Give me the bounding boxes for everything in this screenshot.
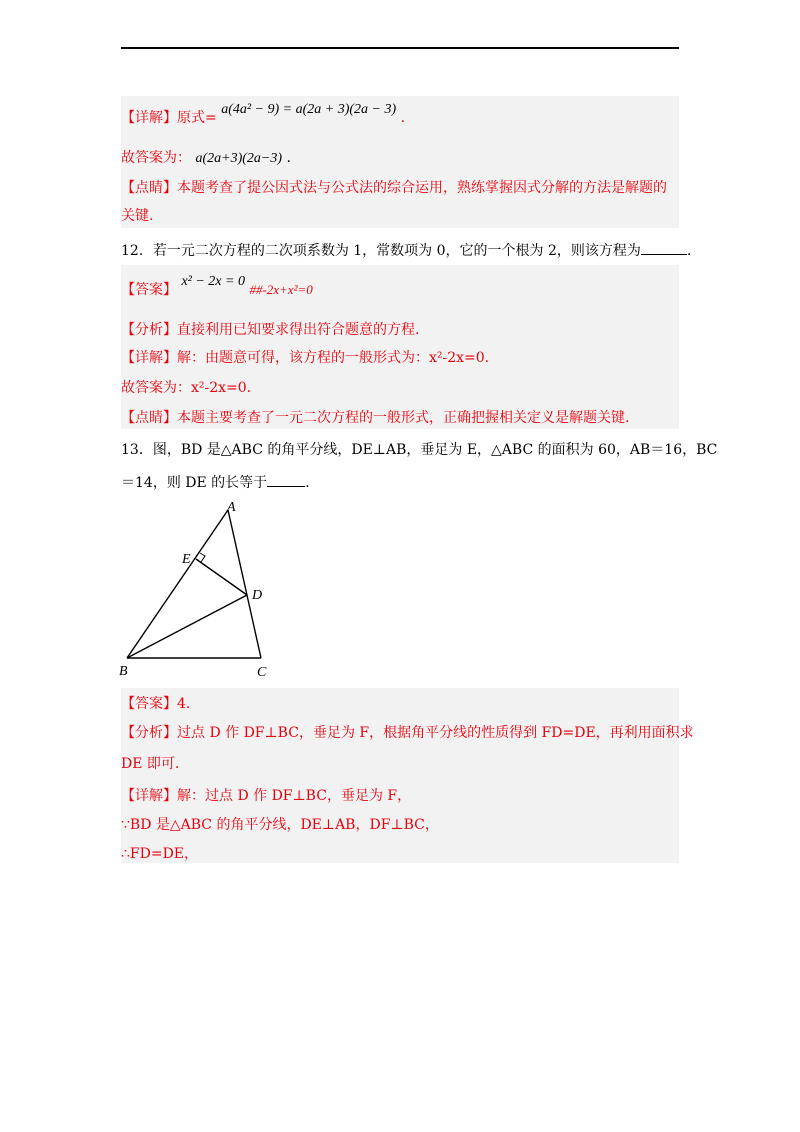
q11-detail-line: [121, 102, 406, 129]
label-d: D: [252, 588, 263, 603]
q12-detail-label: 【详解】: [121, 350, 177, 366]
q13-detail-line1: 【详解】解：过点 D 作 DF⊥BC，垂足为 F，: [121, 788, 412, 804]
q11-comment-label: 【点睛】: [121, 180, 177, 196]
q12-analysis-text: 直接利用已知要求得出符合题意的方程.: [177, 322, 420, 338]
label-e: E: [182, 552, 191, 567]
label-a: A: [227, 500, 236, 515]
q11-answer-line: 故答案为： a(2a+3)(2a−3) .: [121, 150, 291, 166]
q12-answer-alt: ##-2x+x²=0: [249, 282, 313, 297]
q13-detail-line3: ∴FD=DE，: [121, 846, 199, 862]
q12-analysis-line: [121, 320, 419, 340]
right-angle-mark: [200, 553, 205, 562]
q13-question-end: .: [305, 475, 310, 491]
q12-final-answer: 故答案为：x²-2x=0.: [121, 380, 252, 396]
q13-question-line1: 13．图，BD 是△ABC 的角平分线，DE⊥AB，垂足为 E，△ABC 的面积为 60，AB＝16，BC: [121, 442, 718, 458]
q13-detail-line2: ∵BD 是△ABC 的角平分线，DE⊥AB，DF⊥BC，: [121, 817, 439, 833]
q11-detail-label: 【详解】原式=: [121, 110, 217, 126]
q12-analysis-label: 【分析】: [121, 322, 177, 338]
label-b: B: [119, 664, 128, 679]
q13-question-text2: ＝14，则 DE 的长等于: [121, 475, 268, 491]
q11-comment-line2: 关键.: [121, 208, 154, 224]
q11-comment-line1: [121, 178, 667, 198]
segment-bd: [127, 595, 247, 658]
q13-analysis-line2: DE 即可.: [121, 756, 180, 772]
q13-analysis-line1: 【分析】过点 D 作 DF⊥BC，垂足为 F，根据角平分线的性质得到 FD=DE，再利用面积求: [121, 725, 694, 741]
q12-question-end: .: [686, 243, 692, 259]
q11-answer-expression: a(2a+3)(2a−3): [195, 151, 282, 166]
label-c: C: [257, 665, 267, 680]
q11-detail-expression: a(4a² − 9) = a(2a + 3)(2a − 3): [221, 102, 397, 117]
segment-de: [196, 559, 247, 595]
q12-comment-text: 本题主要考查了一元二次方程的一般形式，正确把握相关定义是解题关键.: [177, 410, 630, 426]
q12-question-text: 12．若一元二次方程的二次项系数为 1，常数项为 0，它的一个根为 2，则该方程为: [121, 243, 641, 259]
q12-answer-label: 【答案】: [121, 282, 177, 298]
q11-answer-prefix: 故答案为：: [121, 150, 191, 166]
q12-answer-expression: x² − 2x = 0: [181, 274, 245, 289]
q12-answer-blank: [641, 240, 687, 255]
q11-detail-period: .: [400, 110, 406, 126]
header-rule: [121, 47, 679, 49]
q12-detail-line: [121, 348, 489, 368]
q12-comment-line: [121, 408, 629, 428]
q13-answer-line: 【答案】4.: [121, 696, 191, 712]
q12-question: [121, 240, 691, 261]
side-ac: [228, 510, 261, 658]
q12-detail-text: 解：由题意可得，该方程的一般形式为：x²-2x=0.: [177, 350, 490, 366]
side-ab: [127, 510, 228, 658]
q13-question-line2: [121, 472, 310, 493]
q12-comment-label: 【点睛】: [121, 410, 177, 426]
q13-answer-blank: [267, 472, 305, 487]
q12-answer-line: [121, 274, 313, 301]
q11-comment-text1: 本题考查了提公因式法与公式法的综合运用，熟练掌握因式分解的方法是解题的: [177, 180, 667, 196]
q13-solution-block: [121, 688, 679, 863]
